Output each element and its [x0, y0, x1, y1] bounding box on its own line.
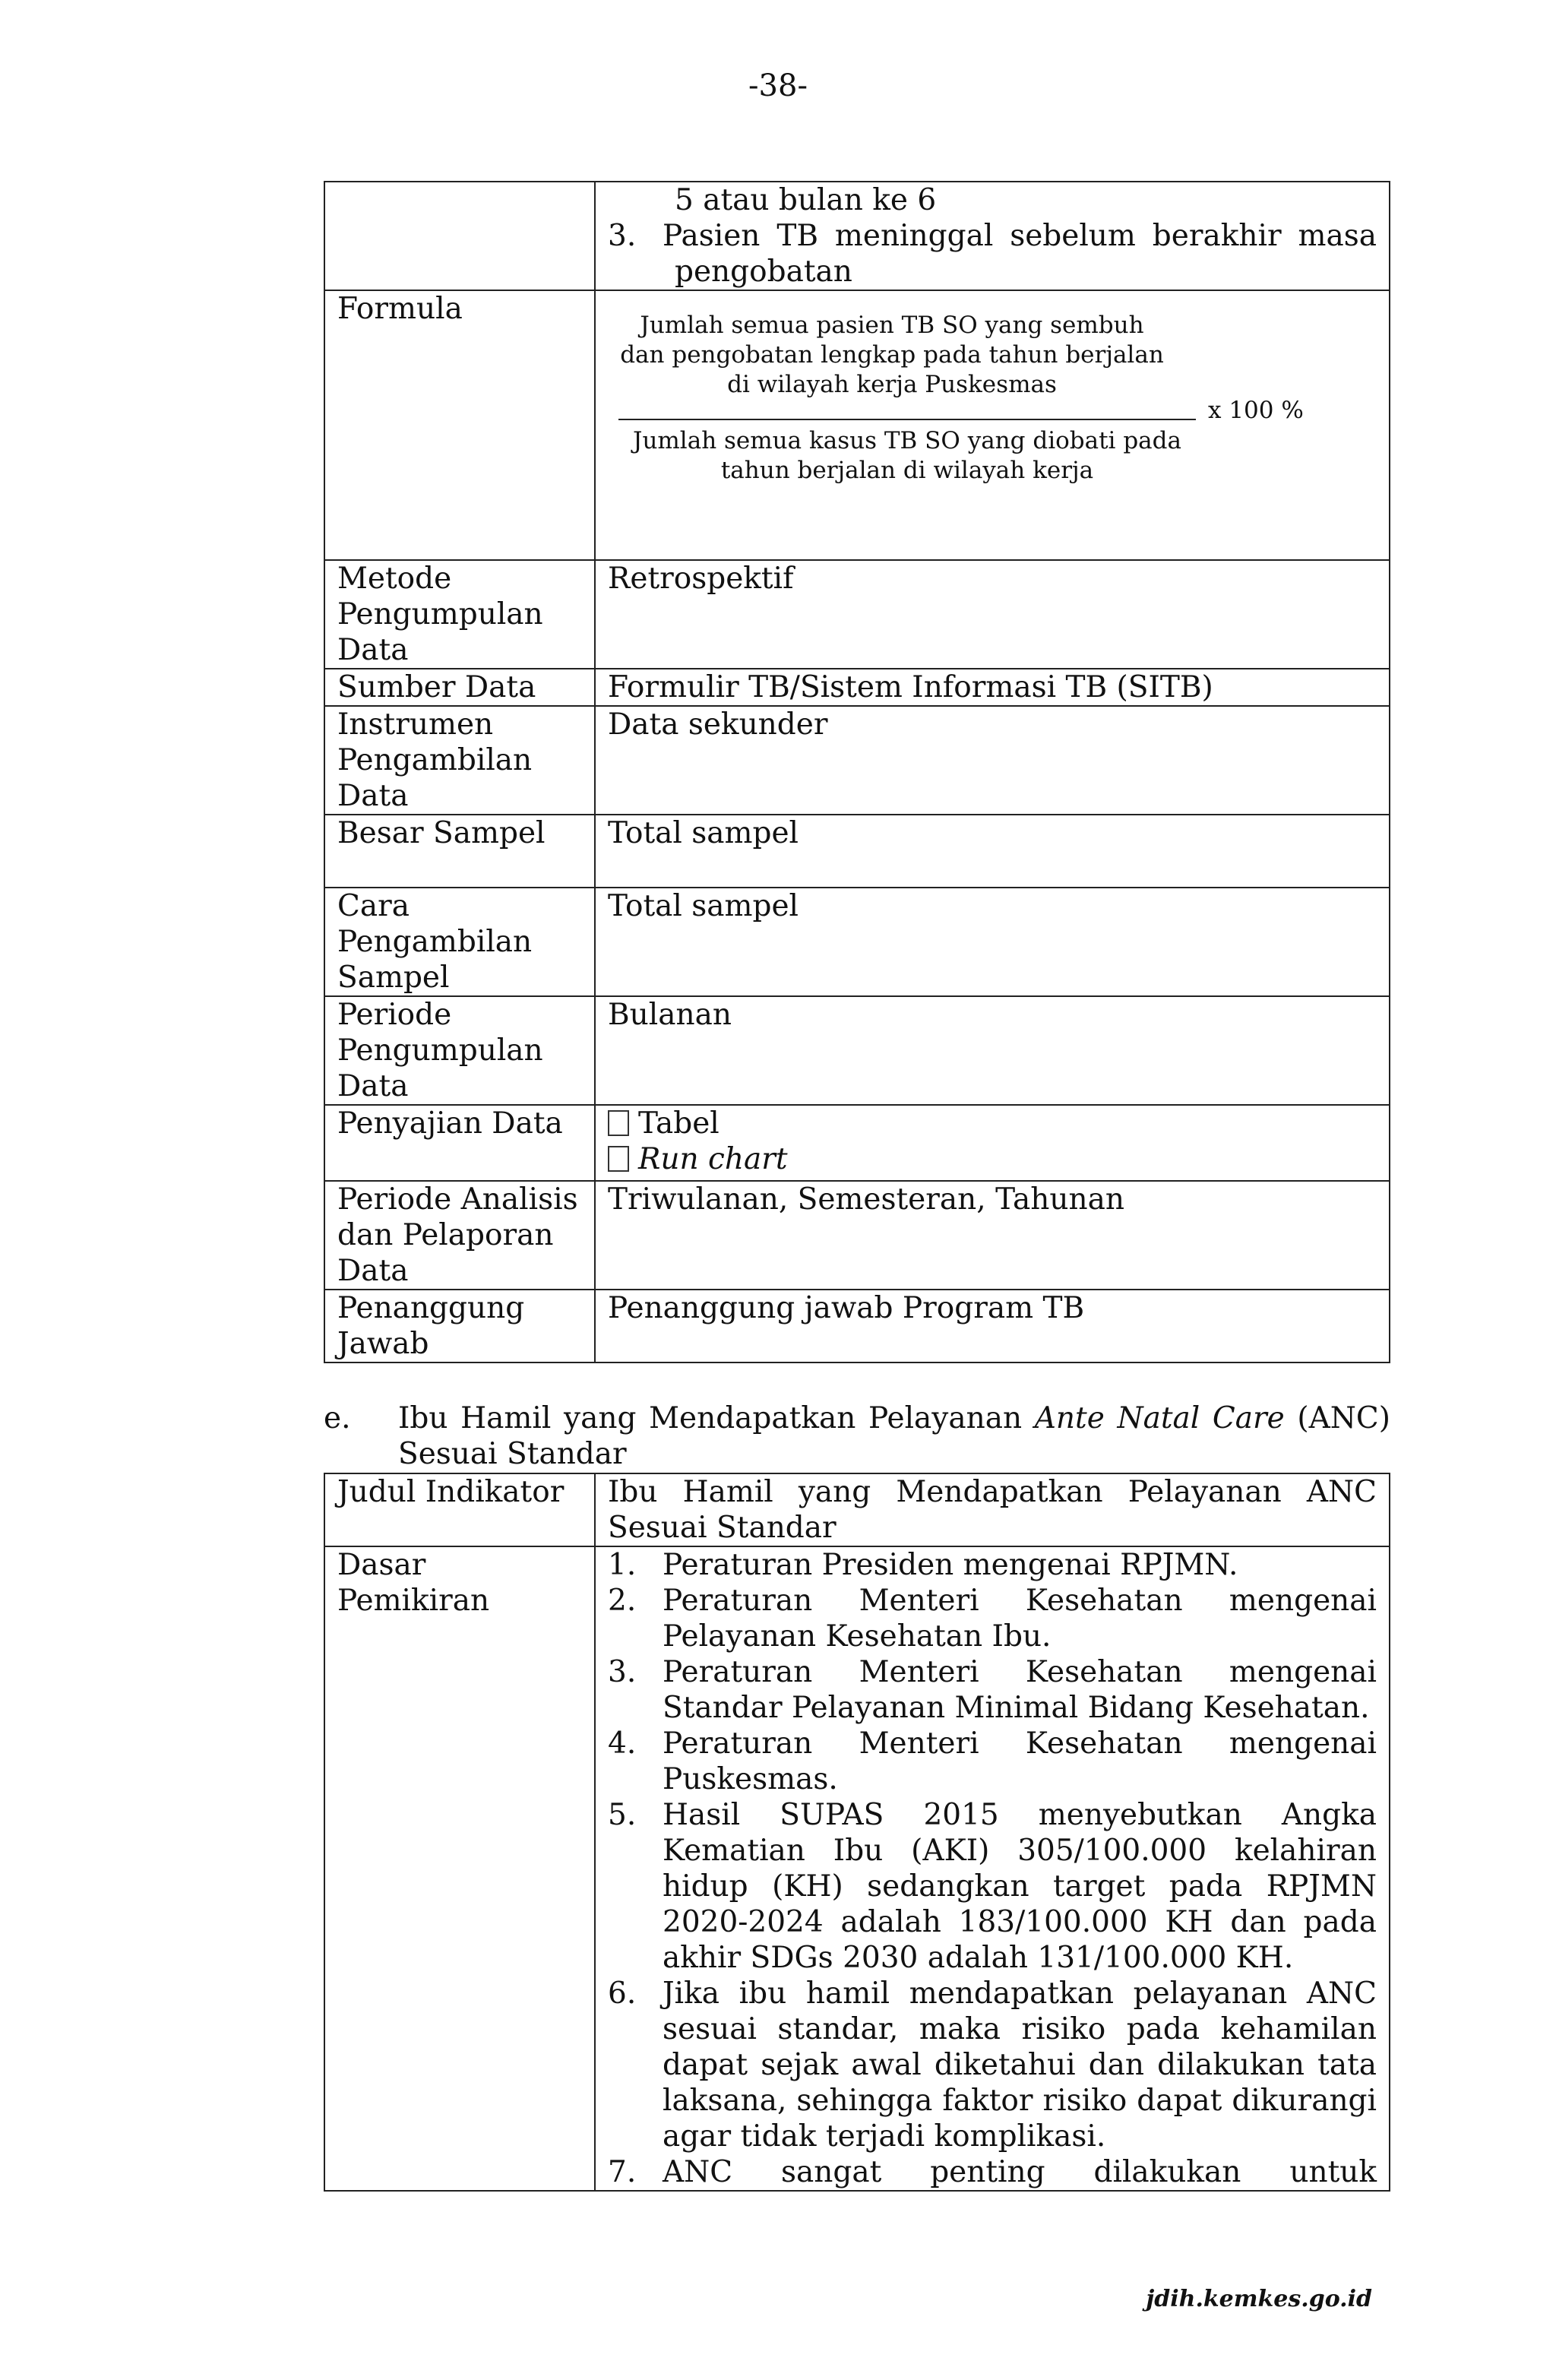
- indicator-table-anc: [324, 1473, 1390, 2192]
- list-item: [608, 1976, 1377, 2154]
- row-label: Periode Pengumpulan Data: [324, 996, 595, 1105]
- empty-cell: [324, 182, 595, 290]
- row-label: Metode Pengumpulan Data: [324, 560, 595, 669]
- label-line: Periode Analisis: [337, 1182, 578, 1217]
- formula-cell: [595, 290, 1390, 560]
- list-item: [608, 2154, 1377, 2190]
- label-line: dan Pelaporan: [337, 1218, 554, 1252]
- row-label: Penanggung Jawab: [324, 1290, 595, 1362]
- list-number: 6.: [608, 1976, 637, 2011]
- row-value: Formulir TB/Sistem Informasi TB (SITB): [595, 669, 1390, 706]
- table-row: [324, 996, 1390, 1105]
- continuation-list: [608, 218, 1377, 254]
- list-number: 2.: [608, 1584, 637, 1618]
- row-value: Total sampel: [595, 888, 1390, 996]
- list-text: Hasil SUPAS 2015 menyebutkan Angka Kematian Ibu (AKI) 305/100.000 kelahiran hidup (KH) sedangkan target pada RPJMN 2020-2024 adalah 183/100.000 KH dan pada akhir SDGs 2030 adalah 131/100.000 KH.: [663, 1798, 1377, 1975]
- continuation-line: 5 atau bulan ke 6: [675, 183, 937, 217]
- continuation-cell: [595, 182, 1390, 290]
- table-row: [324, 888, 1390, 996]
- table-row: [324, 815, 1390, 888]
- section-title: [398, 1400, 1390, 1472]
- list-text: Pasien TB meninggal sebelum berakhir masa: [663, 219, 1377, 253]
- table-row: [324, 1105, 1390, 1181]
- checkbox-icon: [608, 1146, 629, 1172]
- table-row: [324, 290, 1390, 560]
- row-value: Penanggung jawab Program TB: [595, 1290, 1390, 1362]
- list-text: Peraturan Menteri Kesehatan mengenai Pelayanan Kesehatan Ibu.: [663, 1584, 1377, 1654]
- label-line: Data: [337, 1254, 409, 1288]
- list-text: ANC sangat penting dilakukan untuk: [663, 2155, 1377, 2189]
- row-label: Penyajian Data: [324, 1105, 595, 1181]
- list-item: [608, 218, 1377, 254]
- list-item: [608, 1797, 1377, 1976]
- row-label: [324, 1181, 595, 1290]
- formula-numerator: Jumlah semua pasien TB SO yang sembuh dan pengobatan lengkap pada tahun berjalan di wilayah kerja Puskesmas: [620, 312, 1164, 398]
- table-row: [324, 706, 1390, 815]
- row-value: Triwulanan, Semesteran, Tahunan: [595, 1181, 1390, 1290]
- section-title-italic: Ante Natal Care: [1034, 1401, 1285, 1435]
- row-label: Instrumen Pengambilan Data: [324, 706, 595, 815]
- row-label: Sumber Data: [324, 669, 595, 706]
- checkbox-icon: [608, 1110, 629, 1136]
- list-number: 4.: [608, 1726, 637, 1761]
- section-title-part: (ANC) Sesuai Standar: [398, 1401, 1390, 1471]
- list-number: 3.: [608, 1655, 637, 1689]
- section-letter: e.: [324, 1401, 351, 1435]
- list-item: [608, 1654, 1377, 1726]
- list-item: [608, 1547, 1377, 1583]
- page-number: -38-: [748, 68, 808, 103]
- table-row: [324, 1473, 1390, 1546]
- list-number: 1.: [608, 1548, 637, 1582]
- table-row: [324, 1181, 1390, 1290]
- dasar-list: [608, 1547, 1377, 2190]
- row-value: Bulanan: [595, 996, 1390, 1105]
- list-number: 3.: [608, 219, 637, 253]
- row-value: Data sekunder: [595, 706, 1390, 815]
- table-row: [324, 560, 1390, 669]
- penyajian-item: [608, 1141, 1377, 1177]
- row-value: Retrospektif: [595, 560, 1390, 669]
- list-text: Peraturan Presiden mengenai RPJMN.: [663, 1548, 1238, 1582]
- section-title-part: Ibu Hamil yang Mendapatkan Pelayanan: [398, 1401, 1035, 1435]
- penyajian-cell: [595, 1105, 1390, 1181]
- penyajian-item-label: Tabel: [638, 1106, 719, 1141]
- list-number: 7.: [608, 2155, 637, 2189]
- list-number: 5.: [608, 1798, 637, 1832]
- row-label: Dasar Pemikiran: [324, 1546, 595, 2191]
- list-text: Peraturan Menteri Kesehatan mengenai Standar Pelayanan Minimal Bidang Kesehatan.: [663, 1655, 1377, 1725]
- formula-denominator: Jumlah semua kasus TB SO yang diobati pada tahun berjalan di wilayah kerja: [633, 427, 1181, 484]
- row-label: Cara Pengambilan Sampel: [324, 888, 595, 996]
- formula-fraction: [596, 291, 1389, 557]
- list-text: Peraturan Menteri Kesehatan mengenai Puskesmas.: [663, 1726, 1377, 1796]
- penyajian-item: [608, 1106, 1377, 1141]
- row-label: Besar Sampel: [324, 815, 595, 888]
- dasar-cell: [595, 1546, 1390, 2191]
- section-heading: [324, 1400, 1390, 1472]
- fraction-line: [618, 419, 1196, 420]
- table-row: [324, 1290, 1390, 1362]
- row-label: Judul Indikator: [324, 1473, 595, 1546]
- list-item: [608, 1583, 1377, 1654]
- list-item: [608, 1726, 1377, 1797]
- table-row: [324, 669, 1390, 706]
- table-row: [324, 1546, 1390, 2191]
- list-text: Jika ibu hamil mendapatkan pelayanan ANC sesuai standar, maka risiko pada kehamilan dapat sejak awal diketahui dan dilakukan tata laksana, sehingga faktor risiko dapat dikurangi agar tidak terjadi komplikasi.: [663, 1976, 1377, 2154]
- indicator-table-tb: [324, 181, 1390, 1363]
- continuation-line: pengobatan: [675, 255, 852, 289]
- formula-label: Formula: [324, 290, 595, 560]
- formula-multiplier: x 100 %: [1208, 397, 1304, 424]
- table-row: [324, 182, 1390, 290]
- row-value: Ibu Hamil yang Mendapatkan Pelayanan ANC Sesuai Standar: [595, 1473, 1390, 1546]
- footer-link[interactable]: jdih.kemkes.go.id: [1146, 2286, 1372, 2312]
- row-value: Total sampel: [595, 815, 1390, 888]
- penyajian-item-label: Run chart: [638, 1142, 788, 1176]
